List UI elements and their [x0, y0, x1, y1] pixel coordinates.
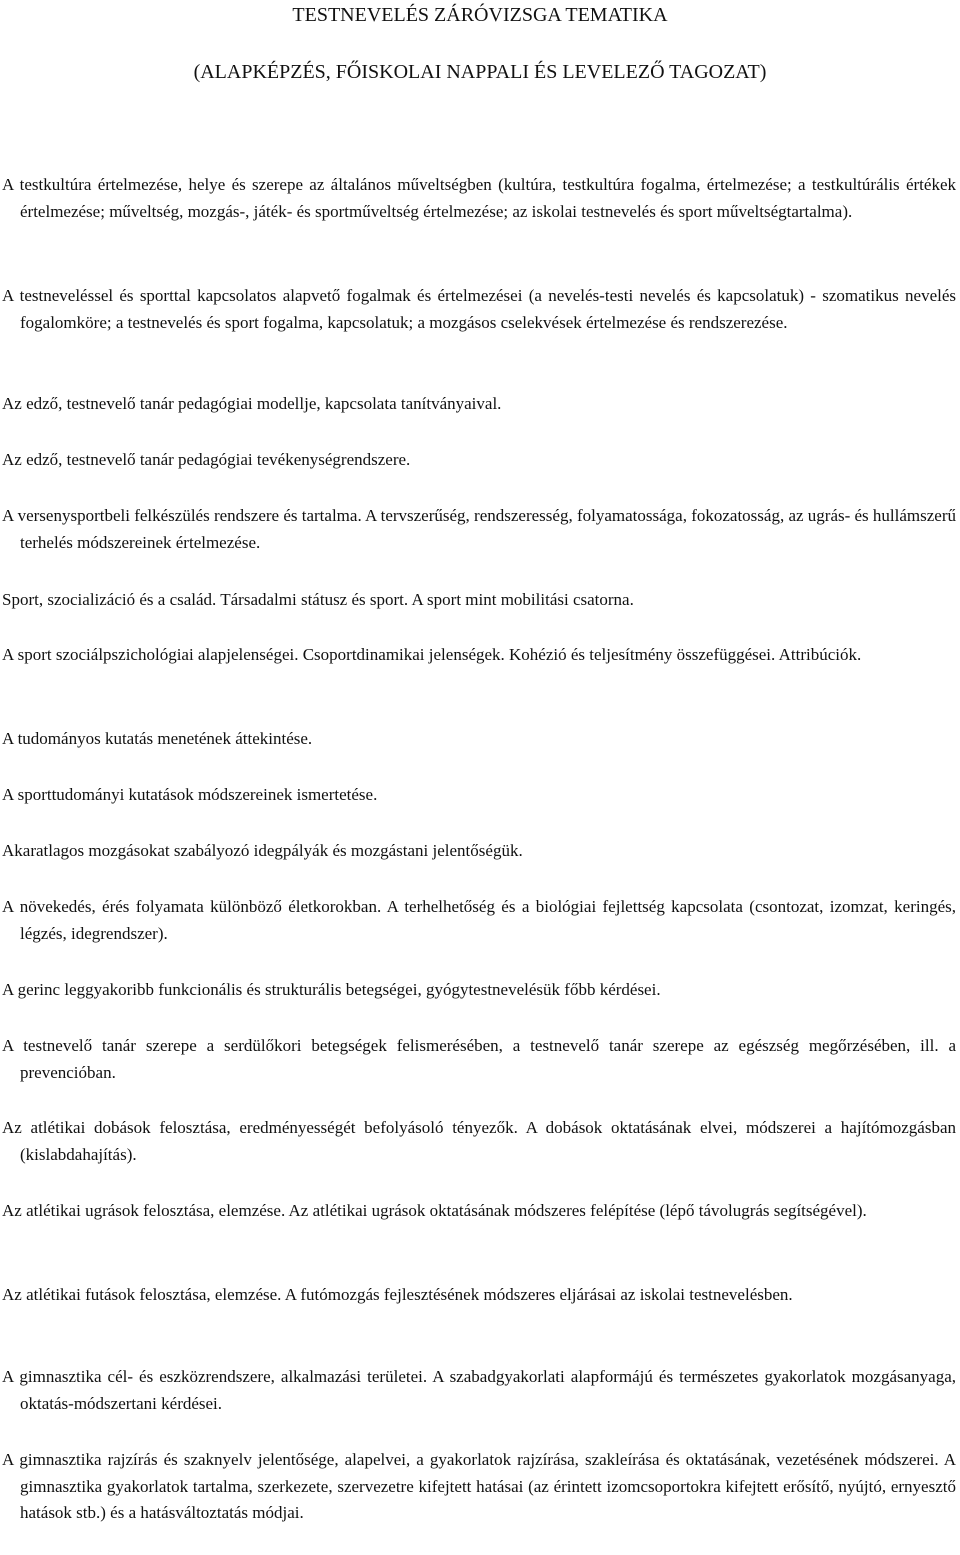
topic-paragraph-3: Az edző, testnevelő tanár pedagógiai modellje, kapcsolata tanítványaival.: [2, 394, 502, 413]
topic-paragraph-8: A tudományos kutatás menetének áttekintése.: [2, 729, 313, 748]
topic-paragraph-16: Az atlétikai futások felosztása, elemzése. A futómozgás fejlesztésének módszeres eljárásai az iskolai testnevelésben.: [2, 1285, 793, 1304]
topic-paragraph-11: A növekedés, érés folyamata különböző életkorokban. A terhelhetőség és a biológiai fejlettség kapcsolata (csontozat, izomzat, keringés, légzés, idegrendszer).: [2, 897, 956, 943]
topic-paragraph-18: A gimnasztika rajzírás és szaknyelv jelentősége, alapelvei, a gyakorlatok rajzírása, szakleírása és oktatásának, vezetésének módszerei. A gimnasztika gyakorlatok tartalma, szerkezete, szervezetre kifejtett hatásai (az érintett izomcsoportokra kifejtett erősítő, nyújtó, ernyesztő hatások stb.) és a hatásváltoztatás módjai.: [2, 1450, 956, 1523]
topic-paragraph-12: A gerinc leggyakoribb funkcionális és strukturális betegségei, gyógytestnevelésük főbb kérdései.: [2, 980, 661, 999]
topic-paragraph-15: Az atlétikai ugrások felosztása, elemzése. Az atlétikai ugrások oktatásának módszeres felépítése (lépő távolugrás segítségével).: [2, 1201, 867, 1220]
topic-paragraph-17: A gimnasztika cél- és eszközrendszere, alkalmazási területei. A szabadgyakorlati alapformájú és természetes gyakorlatok mozgásanyaga, oktatás-módszertani kérdései.: [2, 1367, 956, 1413]
topic-paragraph-5: A versenysportbeli felkészülés rendszere és tartalma. A tervszerűség, rendszeresség, folyamatossága, fokozatosság, az ugrás- és hullámszerű terhelés módszereinek értelmezése.: [2, 506, 957, 552]
topic-paragraph-6: Sport, szocializáció és a család. Társadalmi státusz és sport. A sport mint mobilitási csatorna.: [2, 590, 634, 609]
topic-paragraph-4: Az edző, testnevelő tanár pedagógiai tevékenységrendszere.: [2, 450, 411, 469]
document-subtitle: (ALAPKÉPZÉS, FŐISKOLAI NAPPALI ÉS LEVELEZŐ TAGOZAT): [193, 61, 767, 83]
topic-paragraph-13: A testnevelő tanár szerepe a serdülőkori betegségek felismerésében, a testnevelő tanár szerepe az egészség megőrzésében, ill. a prevencióban.: [2, 1036, 956, 1082]
topic-paragraph-14: Az atlétikai dobások felosztása, eredményességét befolyásoló tényezők. A dobások oktatásának elvei, módszerei a hajítómozgásban (kislabdahajítás).: [2, 1118, 956, 1164]
topic-paragraph-1: A testkultúra értelmezése, helye és szerepe az általános műveltségben (kultúra, testkultúra fogalma, értelmezése; a testkultúrális értékek értelmezése; műveltség, mozgás-, játék- és sportműveltség értelmezése; az iskolai testnevelés és sport műveltségtartalma).: [2, 175, 956, 221]
topic-paragraph-10: Akaratlagos mozgásokat szabályozó idegpályák és mozgástani jelentőségük.: [2, 841, 523, 860]
document-title: TESTNEVELÉS ZÁRÓVIZSGA TEMATIKA: [292, 4, 668, 26]
topic-paragraph-9: A sporttudományi kutatások módszereinek ismertetése.: [2, 785, 378, 804]
topic-paragraph-7: A sport szociálpszichológiai alapjelenségei. Csoportdinamikai jelenségek. Kohézió és teljesítmény összefüggései. Attribúciók.: [2, 645, 862, 664]
topic-paragraph-2: A testneveléssel és sporttal kapcsolatos alapvető fogalmak és értelmezései (a nevelés-testi nevelés és kapcsolatuk) - szomatikus nevelés fogalomköre; a testnevelés és sport fogalma, kapcsolatuk; a mozgásos cselekvések értelmezése és rendszerezése.: [2, 286, 956, 332]
